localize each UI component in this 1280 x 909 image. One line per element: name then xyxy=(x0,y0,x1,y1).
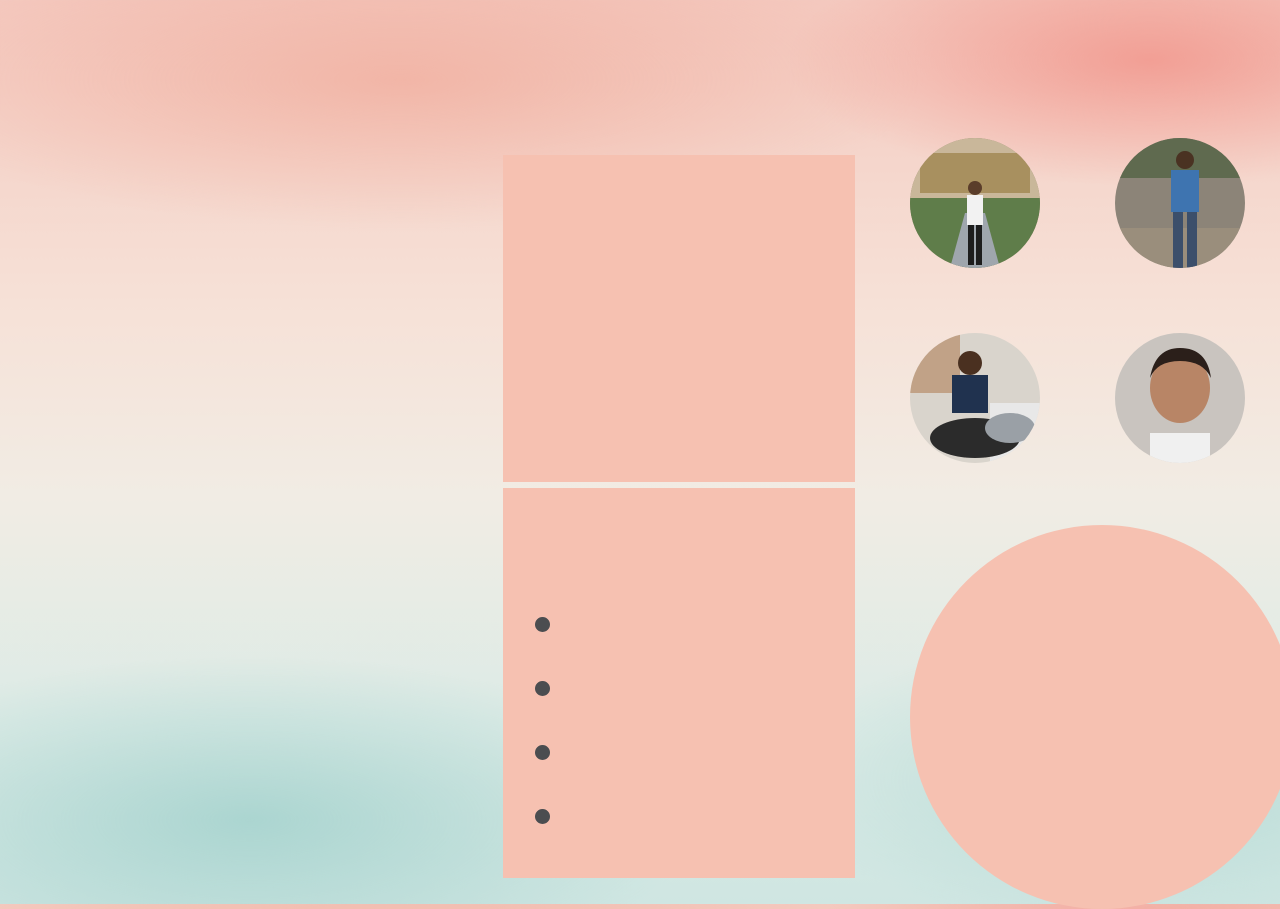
bullet-icon xyxy=(535,617,550,632)
introduction-text xyxy=(551,211,813,236)
classifier-item xyxy=(535,603,572,643)
person-photo-icon xyxy=(910,333,1040,463)
accuracy-bar-chart xyxy=(25,628,425,898)
classifier-item xyxy=(535,795,572,835)
bullet-icon xyxy=(535,809,550,824)
avatar-kinshuk xyxy=(1115,138,1245,268)
classifier-item xyxy=(535,731,572,771)
avatar-leeladhar xyxy=(1115,333,1245,463)
person-photo-icon xyxy=(910,138,1040,268)
bullet-icon xyxy=(535,681,550,696)
person-photo-icon xyxy=(1115,138,1245,268)
avatar-puneeth xyxy=(910,138,1040,268)
bullet-icon xyxy=(535,745,550,760)
classifier-item xyxy=(535,667,572,707)
correlation-heatmap xyxy=(0,195,480,595)
conclusion-circle xyxy=(910,525,1280,909)
avatar-harsha xyxy=(910,333,1040,463)
person-photo-icon xyxy=(1115,333,1245,463)
introduction-panel xyxy=(503,155,855,482)
